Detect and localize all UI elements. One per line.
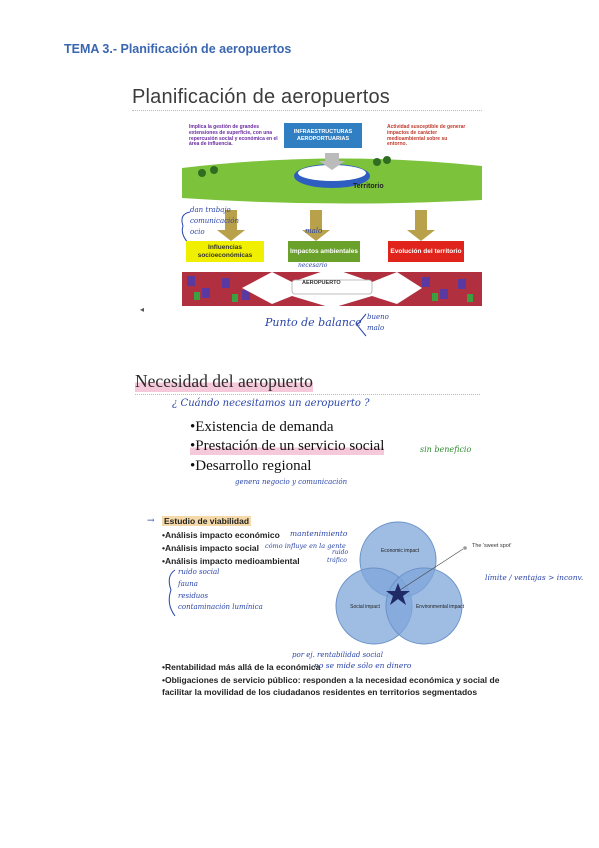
- hand-balance: Punto de balance: [265, 316, 362, 329]
- venn-environmental: Environmental impact: [415, 604, 465, 610]
- hand-item: ocio: [190, 228, 205, 236]
- impact-arrows: [215, 208, 445, 243]
- territory-illustration: [182, 148, 482, 208]
- rentabilidad-item: •Rentabilidad más allá de la económica: [162, 662, 321, 672]
- obligaciones-line-2: facilitar la movilidad de los ciudadanos residentes en territorios segmentados: [162, 687, 478, 697]
- impactos-box: Impactos ambientales: [288, 241, 360, 262]
- slide1-right-note: Actividad susceptible de generar impactos de carácter medioambiental sobre su entorno.: [387, 124, 466, 148]
- document-heading: TEMA 3.- Planificación de aeropuertos: [64, 42, 292, 56]
- hand-malo: malo: [305, 227, 323, 235]
- slide2-title: Necesidad del aeropuerto: [135, 371, 313, 391]
- bullet-desarrollo: •Desarrollo regional: [190, 458, 312, 474]
- hand-trafico: tráfico: [327, 557, 347, 564]
- sweet-spot-label: The 'sweet spot': [472, 543, 512, 549]
- hand-item: comunicación: [190, 217, 240, 225]
- hand-list-item: fauna: [178, 580, 198, 588]
- hand-item: dan trabajo: [190, 206, 231, 214]
- hand-question: ¿ Cuándo necesitamos un aeropuerto ?: [172, 398, 370, 409]
- slide1-title-rule: [132, 110, 482, 111]
- analisis-economico: •Análisis impacto económico: [162, 530, 280, 540]
- obligaciones-line-1: [162, 675, 499, 685]
- airport-illustration: [182, 268, 482, 308]
- venn-economic: Economic impact: [380, 548, 420, 554]
- bullet-servicio-social: •Prestación de un servicio social: [190, 438, 385, 454]
- hand-list-item: ruido social: [178, 568, 220, 576]
- influencias-box: Influencias socioeconómicas: [186, 241, 264, 262]
- hand-malo-2: malo: [367, 324, 385, 332]
- hand-list-bracket: [163, 568, 179, 618]
- sweet-spot-pointer: [398, 545, 470, 595]
- slide2-title-rule: [135, 394, 480, 395]
- hand-mantenimiento: mantenimiento: [290, 529, 348, 538]
- bullet-demanda: •Existencia de demanda: [190, 419, 334, 435]
- hand-social-influye: cómo influye en la gente: [265, 542, 346, 550]
- estudio-title-text: Estudio de viabilidad: [164, 516, 250, 526]
- hand-sweet-note: límite / ventajas > inconv.: [485, 573, 584, 582]
- hand-list-item: residuos: [178, 592, 209, 600]
- analisis-medioambiental: •Análisis impacto medioambiental: [162, 556, 300, 566]
- estudio-title: [162, 516, 251, 526]
- territory-label: Territorio: [353, 183, 384, 190]
- hand-bueno: bueno: [367, 313, 389, 321]
- analisis-social: •Análisis impacto social: [162, 543, 259, 553]
- hand-social-note: sin beneficio: [420, 445, 472, 454]
- hand-ejemplo: por ej. rentabilidad social: [292, 651, 383, 659]
- obligaciones-text: •Obligaciones de servicio público: responden a la necesidad económica y social de: [162, 675, 500, 685]
- hand-regional-note: genera negocio y comunicación: [235, 478, 348, 486]
- hand-arrow: →: [147, 516, 155, 526]
- hand-ruido: ruido: [332, 549, 349, 556]
- infraestructuras-box: INFRAESTRUCTURAS AEROPORTUARIAS: [284, 123, 362, 148]
- slide1-title: Planificación de aeropuertos: [132, 86, 390, 108]
- slide1-marker: ◂: [140, 305, 145, 314]
- hand-list-item: contaminación lumínica: [178, 603, 263, 611]
- hand-necesario: necesario: [298, 262, 328, 269]
- slide1-left-note: Implica la gestión de grandes extensiones de superficie, con una repercusión social y económica en el área de influencia.: [189, 124, 278, 148]
- hand-bracket: [354, 312, 368, 338]
- venn-social: Social impact: [350, 604, 380, 610]
- hand-rentabilidad: no se mide sólo en dinero: [314, 661, 412, 670]
- airport-label: AEROPUERTO: [302, 280, 341, 286]
- evolucion-box: Evolución del territorio: [388, 241, 464, 262]
